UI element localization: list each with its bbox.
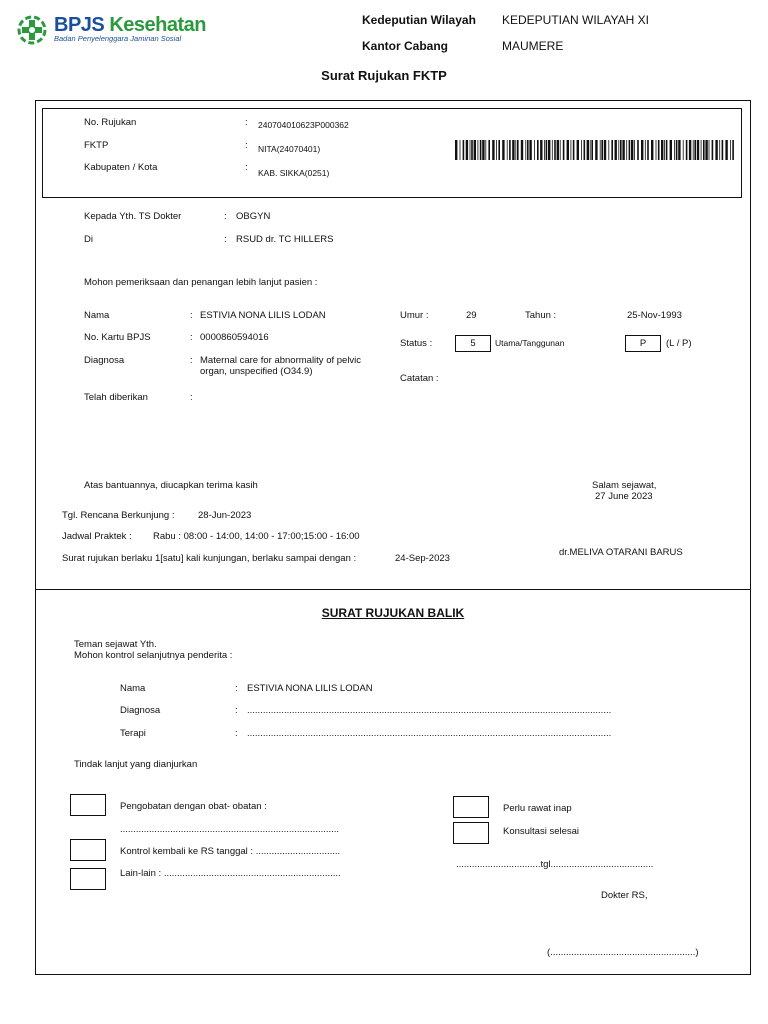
barcode-bar: [463, 140, 465, 160]
section-divider: [35, 589, 751, 590]
barcode-bar: [703, 140, 705, 160]
tindak-label: Tindak lanjut yang dianjurkan: [74, 759, 198, 770]
barcode-bar: [719, 140, 720, 160]
diagnosa-line-1: Maternal care for abnormality of pelvic: [200, 355, 362, 366]
barcode-bar: [601, 140, 603, 160]
barcode-bar: [693, 140, 694, 160]
rencana-value: 28-Jun-2023: [198, 510, 252, 521]
barcode-bar: [664, 140, 665, 160]
cabang-value: MAUMERE: [502, 39, 564, 53]
barcode-bar: [725, 140, 727, 160]
barcode-bar: [521, 140, 523, 160]
colon: :: [245, 162, 248, 173]
barcode-bar: [689, 140, 691, 160]
nama-label: Nama: [84, 310, 110, 321]
pengobatan-label: Pengobatan dengan obat- obatan :: [120, 801, 267, 812]
barcode-bar: [608, 140, 609, 160]
terapi-fill-line: ..........................................................................................................................................: [247, 728, 612, 739]
pengobatan-checkbox[interactable]: [70, 794, 106, 816]
barcode-bar: [577, 140, 579, 160]
diagnosa-line-2: organ, unspecified (O34.9): [200, 366, 313, 377]
barcode-bar: [678, 140, 680, 160]
barcode-bar: [615, 140, 617, 160]
barcode-bar: [600, 140, 601, 160]
barcode-bar: [634, 140, 635, 160]
page-title: Surat Rujukan FKTP: [321, 68, 447, 83]
konsultasi-checkbox[interactable]: [453, 822, 489, 844]
fktp-label: FKTP: [84, 140, 109, 151]
thanks-text: Atas bantuannya, diucapkan terima kasih: [84, 480, 258, 491]
umur-value: 29: [466, 310, 477, 321]
barcode-bar: [509, 140, 511, 160]
gender-options: (L / P): [666, 338, 692, 349]
logo-wordmark: BPJS Kesehatan: [54, 14, 206, 36]
barcode-bar: [730, 140, 731, 160]
catatan-label: Catatan :: [400, 373, 439, 384]
kepada-value: OBGYN: [236, 211, 271, 222]
barcode-bar: [651, 140, 653, 160]
colon: :: [245, 117, 248, 128]
barcode-bar: [715, 140, 717, 160]
gender-box: P: [625, 335, 661, 352]
colon: :: [190, 332, 193, 343]
bpjs-logo: [16, 14, 206, 48]
konsultasi-label: Konsultasi selesai: [503, 826, 580, 837]
barcode-bar: [529, 140, 531, 160]
balik-request: Mohon kontrol selanjutnya penderita :: [74, 650, 233, 661]
barcode-bar: [544, 140, 545, 160]
berlaku-value: 24-Sep-2023: [395, 553, 450, 564]
request-text: Mohon pemeriksaan dan penangan lebih lanjut pasien :: [84, 277, 318, 288]
di-label: Di: [84, 234, 93, 245]
barcode-bar: [626, 140, 627, 160]
bpjs-emblem-icon: [16, 14, 48, 46]
barcode-bar: [641, 140, 643, 160]
barcode-bar: [563, 140, 565, 160]
barcode-bar: [694, 140, 696, 160]
barcode-bar: [590, 140, 591, 160]
barcode-bar: [645, 140, 646, 160]
barcode-bar: [471, 140, 473, 160]
barcode-bar: [470, 140, 471, 160]
barcode-bar: [552, 140, 553, 160]
barcode-bar: [525, 140, 526, 160]
tgl-line: ................................tgl.......................................: [456, 859, 654, 870]
barcode-bar: [683, 140, 684, 160]
barcode-bar: [534, 140, 535, 160]
tahun-value: 25-Nov-1993: [627, 310, 682, 321]
colon: :: [235, 705, 238, 716]
barcode-bar: [548, 140, 550, 160]
barcode-bar: [701, 140, 702, 160]
barcode-bar: [620, 140, 622, 160]
barcode-bar: [515, 140, 516, 160]
barcode-bar: [560, 140, 561, 160]
jadwal-label: Jadwal Praktek :: [62, 531, 132, 542]
rawat-inap-checkbox[interactable]: [453, 796, 489, 818]
barcode-bar: [584, 140, 586, 160]
fktp-value: NITA(24070401): [258, 144, 321, 154]
barcode-bar: [527, 140, 529, 160]
kabupaten-value: KAB. SIKKA(0251): [258, 168, 330, 178]
balik-title: SURAT RUJUKAN BALIK: [321, 606, 465, 620]
barcode-bar: [460, 140, 461, 160]
barcode-bar: [618, 140, 619, 160]
kartu-label: No. Kartu BPJS: [84, 332, 151, 343]
kartu-value: 0000860594016: [200, 332, 269, 343]
barcode-bar: [647, 140, 649, 160]
barcode-bar: [474, 140, 476, 160]
colon: :: [245, 140, 248, 151]
document-frame: [35, 100, 751, 975]
barcode-bar: [670, 140, 672, 160]
logo-tagline: Badan Penyelenggara Jaminan Sosial: [54, 34, 182, 43]
no-rujukan-value: 240704010623P000362: [258, 120, 349, 130]
diagnosa-fill-line: ..........................................................................................................................................: [247, 705, 612, 716]
colon: :: [224, 211, 227, 222]
barcode-bar: [629, 140, 631, 160]
barcode-bar: [595, 140, 597, 160]
barcode-bar: [676, 140, 678, 160]
no-rujukan-label: No. Rujukan: [84, 117, 137, 128]
barcode-bar: [517, 140, 519, 160]
barcode-bar: [567, 140, 569, 160]
balik-greeting: Teman sejawat Yth.: [74, 639, 157, 650]
barcode-bar: [488, 140, 490, 160]
barcode-bar: [581, 140, 582, 160]
barcode-bar: [455, 140, 457, 160]
barcode-bar: [722, 140, 724, 160]
barcode-bar: [557, 140, 559, 160]
colon: :: [190, 310, 193, 321]
rencana-label: Tgl. Rencana Berkunjung :: [62, 510, 175, 521]
letter-date: 27 June 2023: [595, 491, 653, 502]
barcode-bar: [466, 140, 468, 160]
kontrol-checkbox[interactable]: [70, 839, 106, 861]
barcode-bar: [492, 140, 494, 160]
colon: :: [190, 392, 193, 403]
barcode-bar: [631, 140, 633, 160]
barcode-bar: [485, 140, 486, 160]
barcode-icon: [455, 140, 735, 160]
barcode-bar: [498, 140, 500, 160]
berlaku-label: Surat rujukan berlaku 1[satu] kali kunjungan, berlaku sampai dengan :: [62, 553, 357, 564]
colon: :: [224, 234, 227, 245]
status-text: Utama/Tanggunan: [495, 338, 565, 348]
wilayah-value: KEDEPUTIAN WILAYAH XI: [502, 13, 649, 27]
barcode-bar: [712, 140, 714, 160]
rawat-inap-label: Perlu rawat inap: [503, 803, 572, 814]
tahun-label: Tahun :: [525, 310, 557, 321]
barcode-bar: [686, 140, 688, 160]
barcode-bar: [604, 140, 606, 160]
barcode-bar: [661, 140, 663, 160]
umur-label: Umur :: [400, 310, 429, 321]
nama-value: ESTIVIA NONA LILIS LODAN: [200, 310, 326, 321]
barcode-bar: [732, 140, 734, 160]
lain-lain-label: Lain-lain : ...................................................................: [120, 868, 341, 879]
barcode-bar: [571, 140, 572, 160]
barcode-bar: [622, 140, 624, 160]
barcode-bar: [537, 140, 539, 160]
barcode-bar: [496, 140, 497, 160]
barcode-bar: [507, 140, 508, 160]
barcode-bar: [611, 140, 613, 160]
balik-terapi-label: Terapi: [120, 728, 146, 739]
status-box: 5: [455, 335, 491, 352]
barcode-bar: [478, 140, 479, 160]
barcode-bar: [637, 140, 639, 160]
barcode-bar: [502, 140, 504, 160]
kabupaten-label: Kabupaten / Kota: [84, 162, 158, 173]
kontrol-label: Kontrol kembali ke RS tanggal : ................................: [120, 846, 341, 857]
barcode-bar: [666, 140, 668, 160]
barcode-bar: [546, 140, 548, 160]
colon: :: [235, 728, 238, 739]
balik-diagnosa-label: Diagnosa: [120, 705, 161, 716]
barcode-bar: [587, 140, 589, 160]
status-label: Status :: [400, 338, 433, 349]
barcode-bar: [554, 140, 556, 160]
barcode-bar: [480, 140, 482, 160]
barcode-bar: [697, 140, 699, 160]
cabang-label: Kantor Cabang: [362, 39, 449, 53]
signature-line: (.......................................................): [547, 947, 699, 958]
balik-nama-label: Nama: [120, 683, 146, 694]
barcode-bar: [482, 140, 484, 160]
barcode-bar: [674, 140, 675, 160]
diagnosa-label: Diagnosa: [84, 355, 125, 366]
barcode-bar: [512, 140, 514, 160]
barcode-bar: [591, 140, 593, 160]
colon: :: [190, 355, 193, 366]
barcode-bar: [656, 140, 657, 160]
kepada-label: Kepada Yth. TS Dokter: [84, 211, 182, 222]
di-value: RSUD dr. TC HILLERS: [236, 234, 334, 245]
barcode-bar: [540, 140, 542, 160]
barcode-bar: [705, 140, 707, 160]
barcode-bar: [573, 140, 575, 160]
dokter-rs-label: Dokter RS,: [601, 890, 648, 901]
colon: :: [235, 683, 238, 694]
wilayah-label: Kedeputian Wilayah: [362, 13, 476, 27]
doctor-name: dr.MELIVA OTARANI BARUS: [559, 547, 683, 558]
barcode-bar: [709, 140, 710, 160]
balik-nama-value: ESTIVIA NONA LILIS LODAN: [247, 683, 373, 694]
lain-lain-checkbox[interactable]: [70, 868, 106, 890]
telah-label: Telah diberikan: [84, 392, 148, 403]
jadwal-value: Rabu : 08:00 - 14:00, 14:00 - 17:00;15:00 - 16:00: [153, 531, 360, 542]
barcode-bar: [658, 140, 660, 160]
salam-text: Salam sejawat,: [592, 480, 657, 491]
pengobatan-fill-line: ...................................................................................: [120, 824, 340, 835]
